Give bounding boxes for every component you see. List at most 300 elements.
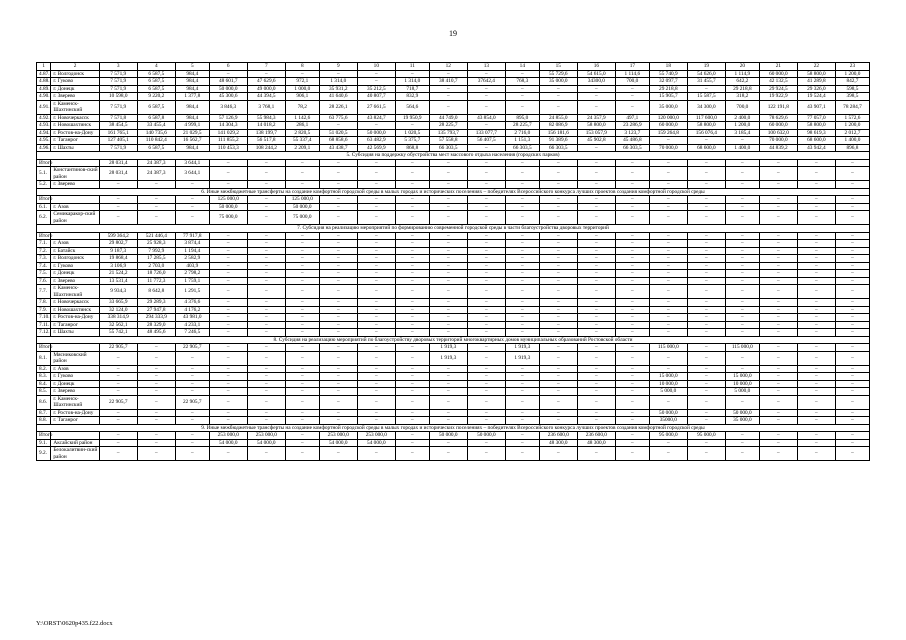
- value-cell: –: [285, 255, 319, 263]
- value-cell: –: [725, 255, 759, 263]
- value-cell: –: [835, 439, 869, 447]
- value-cell: 70 000,0: [759, 137, 797, 145]
- row-number-cell: 7.1.: [37, 240, 51, 248]
- value-cell: –: [395, 447, 429, 461]
- value-cell: –: [209, 262, 247, 270]
- value-cell: –: [285, 388, 319, 396]
- row-number-cell: 9.2.: [37, 447, 51, 461]
- value-cell: 50 000,0: [209, 203, 247, 211]
- value-cell: 66 303,5: [615, 144, 649, 152]
- value-cell: –: [649, 232, 687, 240]
- value-cell: –: [649, 247, 687, 255]
- value-cell: –: [577, 409, 615, 417]
- municipality-cell: г. Волгодонск: [51, 70, 99, 78]
- value-cell: –: [247, 395, 285, 409]
- value-cell: –: [835, 380, 869, 388]
- value-cell: –: [357, 365, 395, 373]
- value-cell: –: [395, 167, 429, 181]
- value-cell: 984,4: [175, 70, 209, 78]
- value-cell: –: [137, 196, 175, 204]
- value-cell: 2 012,7: [835, 129, 869, 137]
- value-cell: –: [467, 247, 505, 255]
- value-cell: –: [99, 432, 137, 440]
- value-cell: –: [175, 196, 209, 204]
- table-row: [37, 447, 870, 461]
- value-cell: –: [725, 181, 759, 189]
- value-cell: –: [285, 277, 319, 285]
- table-row: [37, 388, 870, 396]
- value-cell: –: [209, 270, 247, 278]
- value-cell: –: [687, 277, 725, 285]
- value-cell: –: [539, 395, 577, 409]
- value-cell: 35 212,5: [357, 85, 395, 93]
- value-cell: –: [319, 181, 357, 189]
- value-cell: 57 558,8: [429, 137, 467, 145]
- value-cell: –: [319, 196, 357, 204]
- value-cell: –: [505, 196, 539, 204]
- value-cell: 1 114,6: [615, 70, 649, 78]
- value-cell: 15 587,5: [687, 93, 725, 101]
- value-cell: –: [357, 299, 395, 307]
- value-cell: –: [467, 255, 505, 263]
- value-cell: –: [687, 240, 725, 248]
- value-cell: –: [725, 203, 759, 211]
- value-cell: –: [835, 262, 869, 270]
- value-cell: –: [247, 203, 285, 211]
- value-cell: 1 759,1: [175, 277, 209, 285]
- value-cell: –: [725, 351, 759, 365]
- value-cell: 7 571,9: [99, 100, 137, 114]
- value-cell: –: [539, 417, 577, 425]
- page-number: 19: [449, 29, 457, 38]
- value-cell: –: [759, 447, 797, 461]
- value-cell: –: [467, 344, 505, 352]
- value-cell: –: [759, 417, 797, 425]
- value-cell: –: [687, 417, 725, 425]
- value-cell: 35 931,2: [319, 85, 357, 93]
- value-cell: –: [505, 270, 539, 278]
- value-cell: 44 839,2: [759, 144, 797, 152]
- value-cell: –: [429, 247, 467, 255]
- municipality-cell: [51, 432, 99, 440]
- value-cell: 521 446,4: [137, 232, 175, 240]
- value-cell: –: [615, 181, 649, 189]
- section-heading-row: [37, 152, 870, 160]
- value-cell: –: [357, 240, 395, 248]
- municipality-cell: г. Донецк: [51, 380, 99, 388]
- table-row: [37, 380, 870, 388]
- value-cell: –: [835, 447, 869, 461]
- value-cell: –: [429, 167, 467, 181]
- value-cell: 10 000,0: [725, 380, 759, 388]
- value-cell: –: [395, 70, 429, 78]
- row-number-cell: 7.9.: [37, 306, 51, 314]
- value-cell: 28 225,7: [429, 122, 467, 130]
- value-cell: –: [395, 344, 429, 352]
- municipality-cell: г. Ростов-на-Дону: [51, 129, 99, 137]
- value-cell: –: [577, 240, 615, 248]
- value-cell: –: [615, 255, 649, 263]
- value-cell: –: [539, 344, 577, 352]
- value-cell: –: [505, 321, 539, 329]
- row-number-cell: 5.1.: [37, 167, 51, 181]
- value-cell: –: [175, 447, 209, 461]
- value-cell: –: [835, 277, 869, 285]
- value-cell: –: [247, 388, 285, 396]
- value-cell: –: [649, 137, 687, 145]
- value-cell: –: [759, 306, 797, 314]
- value-cell: 43 824,7: [357, 114, 395, 122]
- value-cell: –: [687, 409, 725, 417]
- value-cell: 153 057,9: [577, 129, 615, 137]
- value-cell: –: [319, 240, 357, 248]
- value-cell: –: [539, 159, 577, 167]
- value-cell: –: [539, 85, 577, 93]
- value-cell: –: [395, 439, 429, 447]
- value-cell: 10 000,0: [649, 380, 687, 388]
- value-cell: –: [577, 285, 615, 299]
- value-cell: –: [357, 70, 395, 78]
- value-cell: –: [759, 167, 797, 181]
- value-cell: –: [247, 447, 285, 461]
- value-cell: –: [467, 380, 505, 388]
- value-cell: 29 218,8: [725, 85, 759, 93]
- value-cell: –: [725, 314, 759, 322]
- value-cell: –: [467, 306, 505, 314]
- value-cell: –: [319, 262, 357, 270]
- section-heading: 6. Иные межбюджетные трансферты на создание комфортной городской среды в малых городах и исторических поселениях – победителях Всероссийского конкурса лучших проектов создания комфортной городской среды: [37, 188, 870, 196]
- municipality-cell: г. Ростов-на-Дону: [51, 409, 99, 417]
- value-cell: –: [319, 159, 357, 167]
- value-cell: 98 619,3: [797, 129, 835, 137]
- value-cell: 29 802,7: [99, 240, 137, 248]
- row-number-cell: 4.96.: [37, 144, 51, 152]
- value-cell: –: [797, 285, 835, 299]
- footer-file-path: Y:\ORST\0620p435.f22.docx: [36, 620, 113, 627]
- value-cell: 58 800,0: [577, 122, 615, 130]
- value-cell: 159 264,8: [649, 129, 687, 137]
- value-cell: –: [835, 409, 869, 417]
- value-cell: –: [577, 159, 615, 167]
- value-cell: 2 820,5: [285, 129, 319, 137]
- value-cell: –: [687, 314, 725, 322]
- value-cell: –: [209, 306, 247, 314]
- value-cell: 3 768,1: [247, 100, 285, 114]
- value-cell: –: [395, 373, 429, 381]
- value-cell: –: [99, 417, 137, 425]
- value-cell: 66 303,5: [539, 144, 577, 152]
- value-cell: –: [505, 211, 539, 225]
- value-cell: 599 364,2: [99, 232, 137, 240]
- value-cell: –: [247, 277, 285, 285]
- value-cell: –: [687, 447, 725, 461]
- municipality-cell: г. Батайск: [51, 247, 99, 255]
- value-cell: –: [835, 203, 869, 211]
- value-cell: 15 000,0: [725, 373, 759, 381]
- value-cell: –: [577, 232, 615, 240]
- row-number-cell: Итого: [37, 232, 51, 240]
- value-cell: –: [649, 439, 687, 447]
- value-cell: –: [467, 70, 505, 78]
- value-cell: –: [725, 299, 759, 307]
- value-cell: –: [687, 247, 725, 255]
- value-cell: –: [505, 240, 539, 248]
- value-cell: –: [687, 365, 725, 373]
- value-cell: 125 000,0: [285, 196, 319, 204]
- value-cell: –: [319, 232, 357, 240]
- value-cell: –: [319, 365, 357, 373]
- table-row: [37, 365, 870, 373]
- value-cell: –: [247, 159, 285, 167]
- value-cell: –: [505, 285, 539, 299]
- value-cell: –: [505, 432, 539, 440]
- value-cell: –: [577, 344, 615, 352]
- value-cell: –: [319, 285, 357, 299]
- value-cell: –: [247, 270, 285, 278]
- value-cell: –: [395, 388, 429, 396]
- value-cell: –: [649, 299, 687, 307]
- value-cell: 4 999,1: [175, 122, 209, 130]
- value-cell: 1 194,4: [175, 247, 209, 255]
- value-cell: –: [687, 395, 725, 409]
- value-cell: –: [687, 159, 725, 167]
- value-cell: 2 798,2: [175, 270, 209, 278]
- value-cell: –: [467, 270, 505, 278]
- value-cell: –: [797, 447, 835, 461]
- value-cell: 141 029,2: [209, 129, 247, 137]
- value-cell: –: [357, 122, 395, 130]
- value-cell: 50 000,0: [357, 129, 395, 137]
- value-cell: –: [175, 388, 209, 396]
- value-cell: –: [395, 240, 429, 248]
- municipality-cell: г. Новошахтинск: [51, 122, 99, 130]
- table-row: [37, 373, 870, 381]
- value-cell: –: [835, 306, 869, 314]
- value-cell: 1 000,0: [285, 85, 319, 93]
- value-cell: –: [759, 232, 797, 240]
- table-row: [37, 329, 870, 337]
- value-cell: 54 000,0: [357, 439, 395, 447]
- value-cell: –: [539, 270, 577, 278]
- value-cell: –: [467, 93, 505, 101]
- value-cell: –: [175, 380, 209, 388]
- value-cell: –: [539, 299, 577, 307]
- value-cell: 318,2: [725, 93, 759, 101]
- section-heading: 9. Иные межбюджетные трансферты на создание комфортной городской среды в малых городах и исторических поселениях – победителях Всероссийского конкурса лучших проектов создания комфортной городской среды: [37, 424, 870, 432]
- value-cell: –: [505, 277, 539, 285]
- value-cell: –: [759, 344, 797, 352]
- value-cell: –: [209, 181, 247, 189]
- value-cell: –: [687, 380, 725, 388]
- value-cell: –: [835, 255, 869, 263]
- header-cell: 11: [395, 63, 429, 71]
- value-cell: –: [209, 365, 247, 373]
- value-cell: 28 329,0: [137, 321, 175, 329]
- value-cell: –: [539, 409, 577, 417]
- value-cell: 32 562,1: [99, 321, 137, 329]
- value-cell: 6 587,5: [137, 78, 175, 86]
- value-cell: –: [725, 211, 759, 225]
- value-cell: 50 000,0: [429, 432, 467, 440]
- value-cell: 6 587,5: [137, 100, 175, 114]
- value-cell: 43 438,7: [319, 144, 357, 152]
- table-body: [37, 63, 870, 461]
- value-cell: –: [539, 211, 577, 225]
- value-cell: –: [759, 409, 797, 417]
- value-cell: –: [687, 203, 725, 211]
- value-cell: 253 000,0: [357, 432, 395, 440]
- header-cell: 5: [175, 63, 209, 71]
- value-cell: –: [687, 232, 725, 240]
- value-cell: –: [539, 203, 577, 211]
- value-cell: –: [209, 409, 247, 417]
- value-cell: –: [835, 232, 869, 240]
- value-cell: –: [725, 137, 759, 145]
- value-cell: 22 905,7: [175, 344, 209, 352]
- value-cell: –: [429, 447, 467, 461]
- value-cell: –: [357, 314, 395, 322]
- value-cell: 236 600,0: [539, 432, 577, 440]
- value-cell: –: [285, 299, 319, 307]
- value-cell: –: [319, 306, 357, 314]
- section-heading: 8. Субсидия на реализацию мероприятий по благоустройству дворовых территорий многоквартирных домов муниципальных образований Ростовской области: [37, 336, 870, 344]
- section-heading: 7. Субсидия на реализацию мероприятий по формированию современной городской среды в части благоустройства дворовых территорий: [37, 225, 870, 233]
- value-cell: –: [759, 181, 797, 189]
- municipality-cell: г. Каменск-Шахтинский: [51, 285, 99, 299]
- value-cell: –: [539, 373, 577, 381]
- value-cell: –: [539, 181, 577, 189]
- value-cell: 2 703,0: [137, 262, 175, 270]
- value-cell: –: [759, 314, 797, 322]
- value-cell: 41 640,6: [319, 93, 357, 101]
- value-cell: –: [285, 306, 319, 314]
- value-cell: 768,3: [505, 78, 539, 86]
- value-cell: –: [615, 211, 649, 225]
- value-cell: –: [137, 447, 175, 461]
- value-cell: –: [687, 181, 725, 189]
- value-cell: –: [835, 395, 869, 409]
- value-cell: 115 000,0: [725, 344, 759, 352]
- value-cell: –: [797, 329, 835, 337]
- value-cell: 868,8: [395, 144, 429, 152]
- value-cell: 78 629,6: [759, 114, 797, 122]
- value-cell: 29 326,0: [797, 85, 835, 93]
- value-cell: –: [797, 203, 835, 211]
- value-cell: –: [725, 167, 759, 181]
- value-cell: –: [137, 373, 175, 381]
- value-cell: 598,5: [835, 85, 869, 93]
- value-cell: –: [429, 306, 467, 314]
- value-cell: –: [319, 270, 357, 278]
- row-number-cell: 8.7.: [37, 409, 51, 417]
- value-cell: 7 992,9: [137, 247, 175, 255]
- value-cell: 28 226,1: [319, 100, 357, 114]
- value-cell: –: [357, 373, 395, 381]
- value-cell: –: [835, 270, 869, 278]
- value-cell: 42 569,9: [357, 144, 395, 152]
- value-cell: –: [137, 344, 175, 352]
- value-cell: 1 400,0: [835, 137, 869, 145]
- value-cell: 31 455,7: [687, 78, 725, 86]
- municipality-cell: г. Донецк: [51, 85, 99, 93]
- value-cell: –: [577, 196, 615, 204]
- value-cell: –: [137, 211, 175, 225]
- row-number-cell: Итого: [37, 159, 51, 167]
- value-cell: –: [615, 432, 649, 440]
- value-cell: 3 185,4: [725, 129, 759, 137]
- value-cell: –: [539, 314, 577, 322]
- value-cell: 6 587,8: [137, 114, 175, 122]
- value-cell: –: [615, 395, 649, 409]
- value-cell: –: [539, 100, 577, 114]
- value-cell: –: [247, 70, 285, 78]
- value-cell: –: [835, 196, 869, 204]
- value-cell: –: [247, 351, 285, 365]
- value-cell: –: [687, 85, 725, 93]
- value-cell: –: [357, 306, 395, 314]
- header-cell: 4: [137, 63, 175, 71]
- value-cell: –: [357, 388, 395, 396]
- value-cell: 11 772,3: [137, 277, 175, 285]
- table-row: [37, 409, 870, 417]
- value-cell: 38 410,7: [429, 78, 467, 86]
- value-cell: –: [759, 203, 797, 211]
- value-cell: –: [99, 181, 137, 189]
- value-cell: –: [759, 255, 797, 263]
- value-cell: 32 124,0: [99, 306, 137, 314]
- value-cell: –: [395, 255, 429, 263]
- value-cell: 66 303,5: [505, 144, 539, 152]
- municipality-cell: г. Зверево: [51, 277, 99, 285]
- value-cell: –: [759, 299, 797, 307]
- value-cell: –: [687, 262, 725, 270]
- table-row: [37, 211, 870, 225]
- value-cell: 133 077,7: [467, 129, 505, 137]
- value-cell: –: [99, 373, 137, 381]
- value-cell: –: [175, 211, 209, 225]
- value-cell: –: [759, 159, 797, 167]
- value-cell: –: [395, 262, 429, 270]
- value-cell: 78,2: [285, 100, 319, 114]
- section-heading-row: [37, 225, 870, 233]
- value-cell: 972,1: [285, 78, 319, 86]
- value-cell: –: [687, 137, 725, 145]
- value-cell: –: [539, 93, 577, 101]
- value-cell: 906,1: [285, 93, 319, 101]
- value-cell: –: [175, 203, 209, 211]
- value-cell: –: [357, 277, 395, 285]
- table-row: [37, 417, 870, 425]
- value-cell: –: [357, 159, 395, 167]
- value-cell: –: [175, 409, 209, 417]
- value-cell: –: [137, 380, 175, 388]
- value-cell: –: [395, 211, 429, 225]
- value-cell: –: [615, 270, 649, 278]
- value-cell: –: [615, 321, 649, 329]
- value-cell: –: [725, 277, 759, 285]
- table-row: [37, 299, 870, 307]
- value-cell: –: [357, 255, 395, 263]
- municipality-cell: г. Новошахтинск: [51, 306, 99, 314]
- value-cell: 33 665,9: [99, 299, 137, 307]
- value-cell: –: [835, 211, 869, 225]
- value-cell: 3 644,1: [175, 159, 209, 167]
- municipality-cell: г. Гуково: [51, 78, 99, 86]
- value-cell: 29 218,8: [649, 85, 687, 93]
- municipality-cell: г. Таганрог: [51, 321, 99, 329]
- row-number-cell: 8.1.: [37, 351, 51, 365]
- value-cell: –: [467, 365, 505, 373]
